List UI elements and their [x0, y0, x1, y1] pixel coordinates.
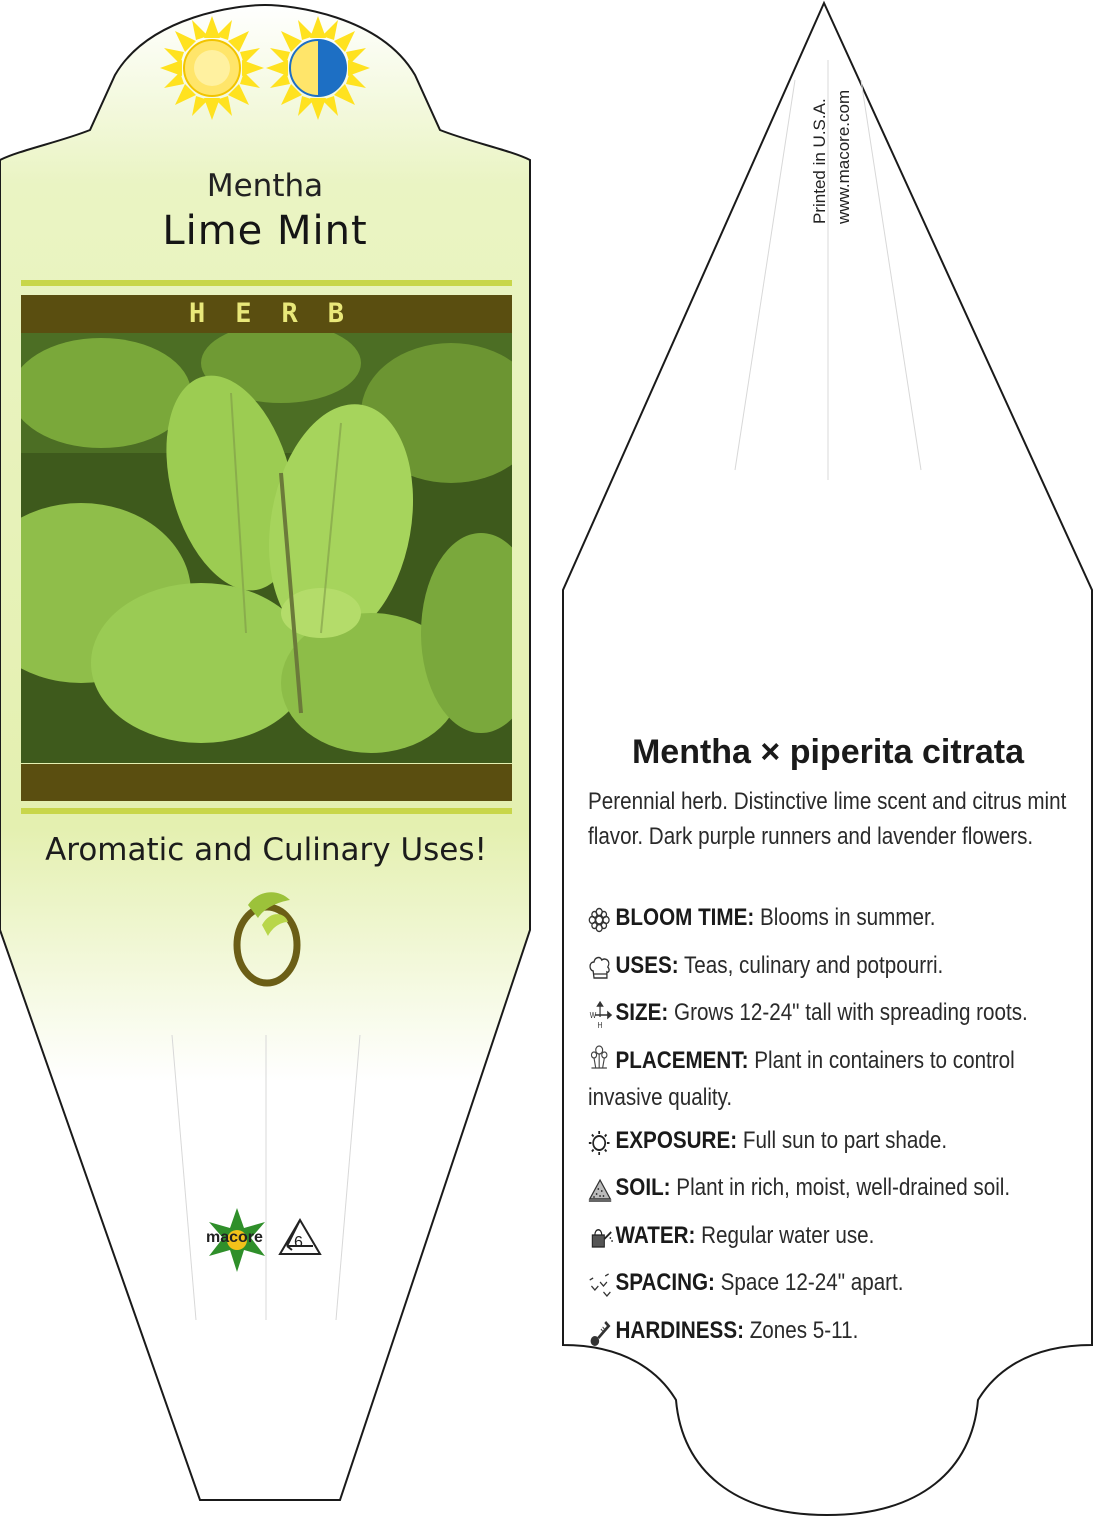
attr-text: Grows 12-24" tall with spreading roots.	[674, 999, 1028, 1026]
attr-text: Regular water use.	[701, 1222, 875, 1249]
watering-can-icon	[588, 1219, 616, 1254]
attr-label: HARDINESS:	[615, 1317, 744, 1344]
category-label: HERB	[188, 298, 375, 329]
bottom-band	[21, 764, 512, 801]
attr-text: Space 12-24" apart.	[720, 1269, 904, 1296]
attr-label: SPACING:	[615, 1269, 715, 1296]
description-text: Perennial herb. Distinctive lime scent and citrus mint flavor. Dark purple runners and lavender flowers.	[588, 788, 1067, 850]
attr-size	[588, 995, 1028, 1031]
botanical-name: Mentha × piperita citrata	[631, 733, 1025, 771]
size-arrows-icon	[588, 996, 616, 1031]
attr-text: Zones 5-11.	[749, 1317, 859, 1344]
attr-hardiness	[588, 1313, 858, 1349]
attr-text: Plant in rich, moist, well-drained soil.	[676, 1174, 1011, 1201]
chef-hat-icon	[588, 949, 616, 984]
attr-exposure	[588, 1123, 947, 1159]
placement-icon	[588, 1044, 616, 1080]
full-sun-icon	[160, 16, 264, 120]
plant-photo	[21, 333, 512, 763]
attr-label: BLOOM TIME:	[615, 904, 755, 931]
common-name: Mentha	[206, 168, 324, 204]
attr-text: Full sun to part shade.	[742, 1127, 948, 1154]
website: www.macore.com	[834, 89, 853, 224]
soil-icon	[588, 1171, 616, 1206]
attr-label: WATER:	[615, 1222, 696, 1249]
part-sun-icon	[266, 16, 370, 120]
attr-label: SIZE:	[615, 999, 669, 1026]
spacing-icon	[588, 1266, 616, 1301]
category-band	[21, 295, 512, 333]
attr-soil	[588, 1170, 1010, 1206]
attr-bloom-time	[588, 900, 935, 936]
tagline: Aromatic and Culinary Uses!	[45, 832, 487, 868]
attr-text: Blooms in summer.	[759, 904, 936, 931]
attr-text: Plant in containers to control invasive quality.	[588, 1047, 1015, 1111]
attr-uses	[588, 948, 943, 984]
recycle-code: 6	[294, 1234, 303, 1251]
printed-credit	[808, 90, 856, 224]
attr-water	[588, 1218, 874, 1254]
attr-label: SOIL:	[615, 1174, 671, 1201]
attr-label: PLACEMENT:	[615, 1047, 749, 1074]
attr-text: Teas, culinary and potpourri.	[683, 952, 944, 979]
thermometer-icon	[588, 1314, 616, 1349]
svg-text:W: W	[589, 1010, 597, 1020]
attr-label: EXPOSURE:	[615, 1127, 738, 1154]
attr-spacing	[588, 1265, 904, 1301]
attr-placement	[588, 1043, 1070, 1115]
attr-label: USES:	[615, 952, 679, 979]
description	[588, 784, 1067, 854]
printed-in: Printed in U.S.A.	[810, 98, 829, 224]
brand-name: macore	[206, 1229, 263, 1246]
svg-text:H: H	[597, 1020, 603, 1029]
sun-icon	[588, 1124, 616, 1159]
flower-icon	[588, 901, 616, 936]
variety-name: Lime Mint	[162, 208, 368, 254]
